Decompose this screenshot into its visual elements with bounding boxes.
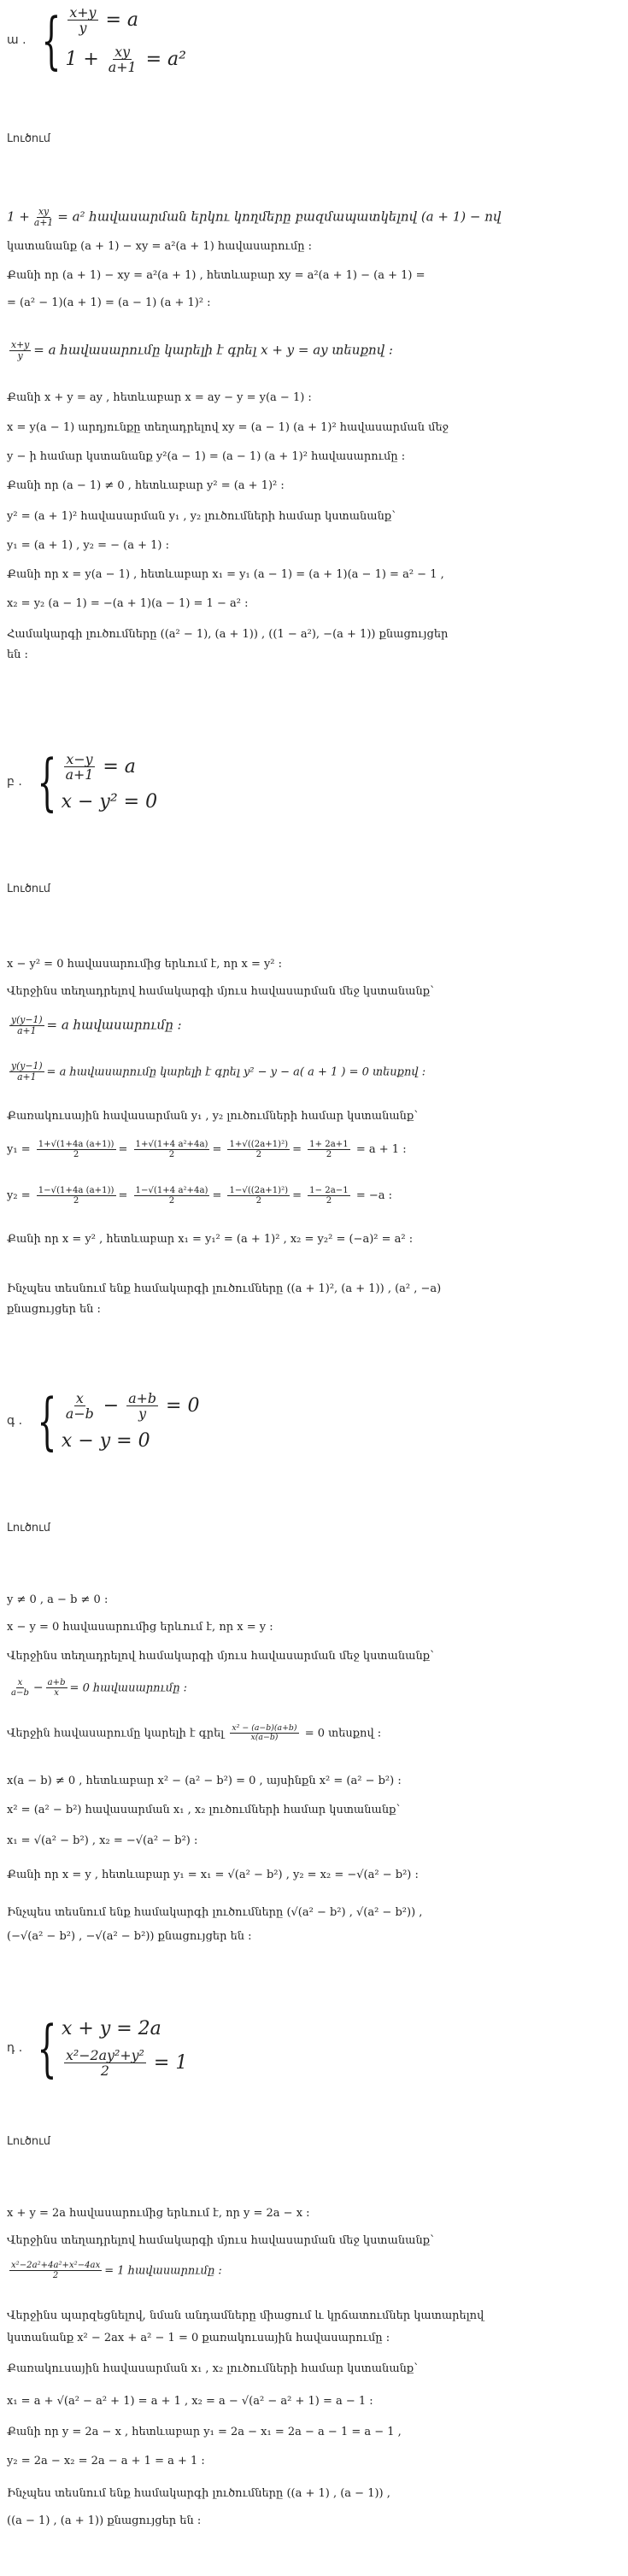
a-line-13: x₂ = y₂ (a − 1) = −(a + 1)(a − 1) = 1 − a² : (7, 597, 249, 610)
solution-label-b: Լուծում (7, 883, 51, 895)
d-line-8: Քանի որ y = 2a − x , հետևաբար y₁ = 2a − x₁ = 2a − a − 1 = a − 1 , (7, 2426, 402, 2438)
d-line-3: $\frac{\text{x²−2a²+4a²+x²−4ax}}{2}$ = 1 հավասարումը : (11, 2261, 222, 2281)
d-line-11: ((a − 1) , (a + 1)) քնացույցեր են : (7, 2514, 202, 2527)
c-line-8: x₁ = √(a² − b²) , x₂ = −√(a² − b²) : (7, 1834, 198, 1847)
c-line-9: Քանի որ x = y , հետևաբար y₁ = x₁ = √(a² − b²) , y₂ = x₂ = −√(a² − b²) : (7, 1869, 419, 1881)
c-line-5: Վերջին հավասարումը կարելի է գրել $\frac{\text{x² − (a−b)(a+b)}}{x(a-b)}$ = 0 տեսքով : (7, 1724, 382, 1743)
solution-label-a: Լուծում (7, 132, 51, 145)
b-line-3: $\frac{y(y-1)}{a+1}$ = a հավասարումը : (11, 1015, 182, 1036)
b-y1-line: y₁ = $\frac{1+√(1+4a (a+1))}{2}$ = $\frac{\text{1+√(1+4 a²+4a)}}{2}$ = $\frac{\text{1+√((2a+1)²)}}{2}$ = $\frac{1+ 2a+1}{2}$ = a + 1 : (7, 1140, 407, 1160)
a-line-14: Համակարգի լուծումները ((a² − 1), (a + 1)) , ((1 − a²), −(a + 1)) քնացույցեր (7, 628, 449, 641)
part-b-marker: բ . (7, 775, 22, 789)
system-d: դ . { x + y = 2a $\frac{\text{x²−2ay²+y²}}{2}$ = 1 (7, 2012, 188, 2085)
part-d-marker: դ . (7, 2041, 23, 2056)
c-line-7: x² = (a² − b²) հավասարման x₁ , x₂ լուծումների համար կստանանք` (7, 1804, 402, 1816)
a-line-10: y² = (a + 1)² հավասարման y₁ , y₂ լուծումների համար կստանանք` (7, 510, 397, 523)
c-line-4: $\frac{x}{a-b}$ − $\frac{a+b}{x}$ = 0 հավասարումը : (11, 1678, 188, 1699)
solution-label-d: Լուծում (7, 2135, 51, 2148)
a-line-12: Քանի որ x = y(a − 1) , հետևաբար x₁ = y₁ (a − 1) = (a + 1)(a − 1) = a² − 1 , (7, 568, 444, 581)
d-line-5: կստանանք x² − 2ax + a² − 1 = 0 քառակուսային հավասարումը : (7, 2332, 390, 2344)
d-line-4: Վերջինս պարզեցնելով, նման անդամները միացում և կրճատումներ կատարելով (7, 2309, 484, 2322)
system-b: բ . { $\frac{x-y}{a+1}$ = a x − y² = 0 (7, 746, 158, 819)
system-c: գ . { $\frac{x}{a-b}$ − $\frac{a+b}{y}$ = 0 x − y = 0 (7, 1385, 200, 1458)
c-line-2: x − y = 0 հավասարումից երևում է, որ x = y : (7, 1621, 273, 1634)
a-line-2: կատանանք (a + 1) − xy = a²(a + 1) հավասարումը : (7, 240, 312, 253)
a-line-4: = (a² − 1)(a + 1) = (a − 1) (a + 1)² : (7, 296, 211, 309)
c-line-11: (−√(a² − b²) , −√(a² − b²)) քնացույցեր են : (7, 1930, 252, 1943)
d-line-7: x₁ = a + √(a² − a² + 1) = a + 1 , x₂ = a − √(a² − a² + 1) = a − 1 : (7, 2395, 373, 2408)
d-line-10: Ինչպես տեսնում ենք համակարգի լուծումները ((a + 1) , (a − 1)) , (7, 2487, 390, 2500)
system-a: ա . { $\frac{x+y}{y}$ = a 1 + $\frac{xy}{a+1}$ = a² (7, 3, 186, 76)
c-line-6: x(a − b) ≠ 0 , հետևաբար x² − (a² − b²) = 0 , այսինքն x² = (a² − b²) : (7, 1775, 402, 1787)
c-line-3: Վերջինս տեղադրելով համակարգի մյուս հավասարման մեջ կստանանք` (7, 1650, 436, 1663)
b-line-6: Քանի որ x = y² , հետևաբար x₁ = y₁² = (a + 1)² , x₂ = y₂² = (−a)² = a² : (7, 1233, 414, 1246)
b-line-4: $\frac{y(y-1)}{a+1}$ = a հավասարումը կարելի է գրել y² − y − a( a + 1 ) = 0 տեսքով : (11, 1061, 426, 1083)
part-c-marker: գ . (7, 1414, 23, 1429)
d-line-6: Քառակուսային հավասարման x₁ , x₂ լուծումների համար կստանանք` (7, 2362, 420, 2375)
a-line-15: են : (7, 648, 28, 661)
d-line-9: y₂ = 2a − x₂ = 2a − a + 1 = a + 1 : (7, 2455, 205, 2467)
a-line-9: Քանի որ (a − 1) ≠ 0 , հետևաբար y² = (a + 1)² : (7, 479, 285, 492)
a-line-11: y₁ = (a + 1) , y₂ = − (a + 1) : (7, 539, 170, 552)
part-a-marker: ա . (7, 32, 26, 47)
c-line-1: y ≠ 0 , a − b ≠ 0 : (7, 1593, 109, 1606)
b-line-8: քնացույցեր են : (7, 1303, 101, 1316)
b-line-5: Քառակուսային հավասարման y₁ , y₂ լուծումների համար կստանանք` (7, 1110, 420, 1123)
b-line-2: Վերջինս տեղադրելով համակարգի մյուս հավասարման մեջ կստանանք` (7, 985, 436, 998)
a-line-7: x = y(a − 1) արդյունքը տեղադրելով xy = (a − 1) (a + 1)² հավասարման մեջ (7, 421, 449, 434)
b-line-1: x − y² = 0 հավասարումից երևում է, որ x = y² : (7, 958, 283, 971)
solution-label-c: Լուծում (7, 1522, 51, 1534)
a-line-5: $\frac{x+y}{y}$ = a հավասարումը կարելի է գրել x + y = ay տեսքով : (11, 340, 393, 361)
b-line-7: Ինչպես տեսնում ենք համակարգի լուծումները ((a + 1)², (a + 1)) , (a² , −a) (7, 1282, 442, 1295)
c-line-10: Ինչպես տեսնում ենք համակարգի լուծումները (√(a² − b²) , √(a² − b²)) , (7, 1906, 423, 1919)
a-line-1: 1 + $\frac{xy}{a+1}$ = a² հավասարման երկու կողմերը բազմապատկելով (a + 1) − ով (7, 207, 502, 228)
d-line-1: x + y = 2a հավասարումից երևում է, որ y = 2a − x : (7, 2207, 310, 2220)
a-line-3: Քանի որ (a + 1) − xy = a²(a + 1) , հետևաբար xy = a²(a + 1) − (a + 1) = (7, 269, 426, 282)
d-line-2: Վերջինս տեղադրելով համակարգի մյուս հավասարման մեջ կստանանք` (7, 2234, 436, 2247)
a-line-6: Քանի x + y = ay , հետևաբար x = ay − y = y(a − 1) : (7, 391, 312, 404)
a-line-8: y − ի համար կստանանք y²(a − 1) = (a − 1) (a + 1)² հավասարումը : (7, 450, 406, 463)
b-y2-line: y₂ = $\frac{1-√(1+4a (a+1))}{2}$ = $\frac{\text{1−√(1+4 a²+4a)}}{2}$ = $\frac{\text{1−√((2a+1)²)}}{2}$ = $\frac{1- 2a-1}{2}$ = −a : (7, 1186, 393, 1206)
